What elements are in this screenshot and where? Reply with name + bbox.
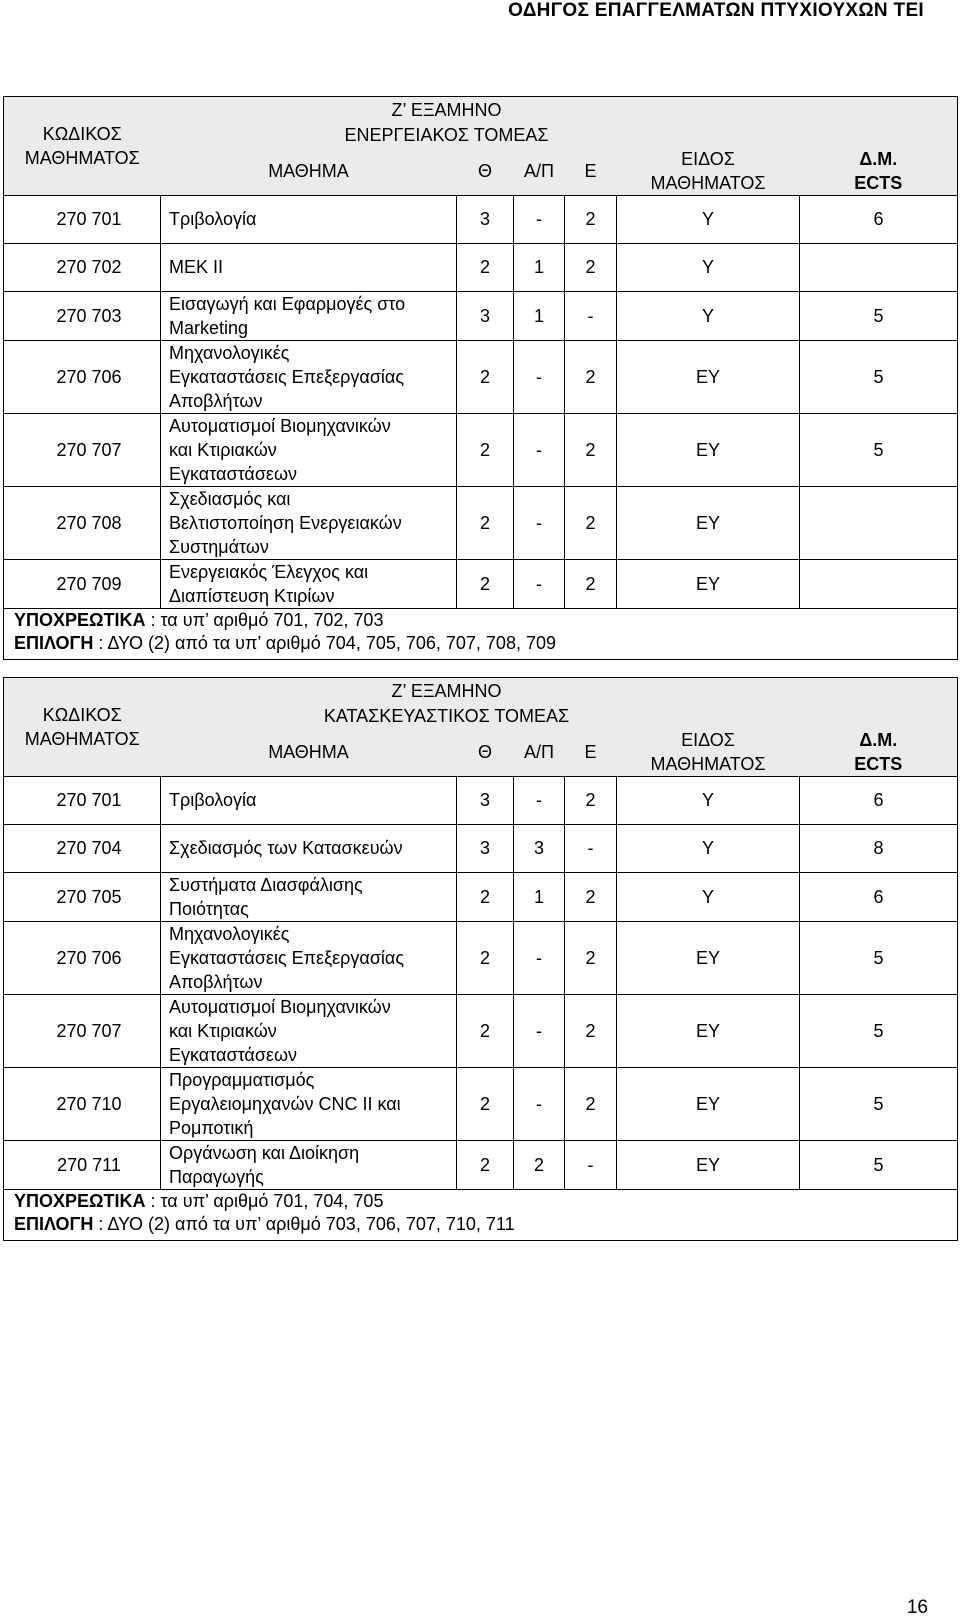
- theory-header: [457, 147, 514, 196]
- course-code: [4, 872, 161, 921]
- theory-hours-value: 2: [479, 1154, 490, 1175]
- sector-title: [161, 704, 733, 728]
- mandatory-label: ΥΠΟΧΡΕΩΤΙΚΑ: [14, 609, 146, 630]
- course-code: [4, 559, 161, 608]
- ects-credits-value: 5: [873, 305, 884, 326]
- type-header-line2: ΜΑΘΗΜΑΤΟΣ: [650, 753, 766, 774]
- course-name-line: και Κτιριακών: [169, 439, 277, 460]
- e-hours-value: 2: [585, 886, 596, 907]
- mandatory-note: [14, 609, 957, 632]
- table-row: [4, 921, 958, 994]
- e-hours-value: 2: [585, 366, 596, 387]
- theory-header: [457, 728, 514, 777]
- lab-hours-value: -: [536, 512, 542, 533]
- ects-credits-value: 5: [873, 1093, 884, 1114]
- lab-hours: [514, 486, 565, 559]
- lab-hours-value: -: [536, 790, 542, 810]
- theory-hours: [457, 994, 514, 1067]
- course-type-value: ΕΥ: [696, 366, 721, 387]
- course-code: [4, 243, 161, 291]
- theory-hours: [457, 921, 514, 994]
- ects-header: [800, 728, 958, 777]
- course-name-line: Ενεργειακός Έλεγχος και: [169, 561, 369, 582]
- course-type-value: ΕΥ: [696, 1154, 721, 1175]
- lab-hours: [514, 291, 565, 340]
- ects-credits: [800, 486, 958, 559]
- lab-header: [514, 147, 565, 196]
- e-hours: [565, 291, 617, 340]
- header-spacer: [800, 123, 958, 147]
- theory-header-text: Θ: [477, 160, 492, 181]
- type-header: [617, 728, 800, 777]
- course-type: [617, 1067, 800, 1140]
- code-header-line1: ΚΩΔΙΚΟΣ: [42, 704, 122, 725]
- mandatory-text: : τα υπ’ αριθμό 701, 704, 705: [145, 1190, 384, 1211]
- e-hours-value: 2: [585, 439, 596, 460]
- e-hours-value: 2: [585, 1093, 596, 1114]
- sector-title-text: ΚΑΤΑΣΚΕΥΑΣΤΙΚΟΣ ΤΟΜΕΑΣ: [323, 705, 570, 726]
- ects-header: [800, 147, 958, 196]
- lab-hours: [514, 872, 565, 921]
- course-type: [617, 994, 800, 1067]
- course-type-value: Υ: [702, 790, 715, 810]
- course-code-text: 270 709: [56, 573, 122, 594]
- course-type: [617, 486, 800, 559]
- table-row: [4, 195, 958, 243]
- theory-hours-value: 2: [479, 1093, 490, 1114]
- code-header: [4, 678, 161, 777]
- ects-credits: [800, 776, 958, 824]
- title-row: [4, 97, 958, 123]
- e-header-text: Ε: [584, 741, 597, 762]
- course-name-line: και Κτιριακών: [169, 1020, 277, 1041]
- course-name-line: Αποβλήτων: [169, 971, 263, 992]
- course-type: [617, 559, 800, 608]
- course-code-text: 270 707: [56, 439, 122, 460]
- ects-credits: [800, 872, 958, 921]
- theory-hours: [457, 824, 514, 872]
- code-header-line2: ΜΑΘΗΜΑΤΟΣ: [24, 728, 140, 749]
- theory-hours: [457, 243, 514, 291]
- theory-hours-value: 2: [479, 947, 490, 968]
- e-hours: [565, 340, 617, 413]
- theory-hours: [457, 195, 514, 243]
- course-code: [4, 1067, 161, 1140]
- course-code: [4, 340, 161, 413]
- ects-header-line1: Δ.Μ.: [859, 729, 898, 750]
- e-hours: [565, 1067, 617, 1140]
- running-header: ΟΔΗΓΟΣ ΕΠΑΓΓΕΛΜΑΤΩΝ ΠΤΥΧΙΟΥΧΩΝ ΤΕΙ: [508, 0, 924, 21]
- course-type-value: ΕΥ: [696, 439, 721, 460]
- course-type: [617, 243, 800, 291]
- header-spacer: [733, 704, 800, 728]
- lab-hours-value: 2: [533, 1154, 544, 1175]
- elective-note: [14, 632, 957, 655]
- lab-header-text: Α/Π: [523, 160, 554, 181]
- lab-hours-value: -: [536, 209, 542, 229]
- ects-credits: [800, 340, 958, 413]
- course-name-line: Εργαλειομηχανών CNC II και: [169, 1093, 401, 1114]
- header-spacer: [733, 678, 800, 704]
- table-row: [4, 243, 958, 291]
- course-name: [161, 1067, 457, 1140]
- ects-credits-value: 5: [873, 1020, 884, 1041]
- ects-credits: [800, 291, 958, 340]
- e-hours: [565, 872, 617, 921]
- notes-row: [4, 1189, 958, 1240]
- theory-hours-value: 2: [479, 257, 490, 277]
- course-type: [617, 1140, 800, 1189]
- mandatory-note: [14, 1190, 957, 1213]
- ects-credits-value: 6: [873, 886, 884, 907]
- ects-credits: [800, 994, 958, 1067]
- table-row: [4, 1140, 958, 1189]
- table-row: [4, 1067, 958, 1140]
- lab-hours-value: -: [536, 573, 542, 594]
- ects-credits: [800, 195, 958, 243]
- type-header-line2: ΜΑΘΗΜΑΤΟΣ: [650, 172, 766, 193]
- type-header: [617, 147, 800, 196]
- course-name-line: Αποβλήτων: [169, 390, 263, 411]
- ects-credits: [800, 559, 958, 608]
- header-spacer: [800, 97, 958, 123]
- course-name-line: Προγραμματισμός: [169, 1069, 315, 1090]
- table-row: [4, 413, 958, 486]
- lab-hours: [514, 824, 565, 872]
- lab-hours: [514, 195, 565, 243]
- e-hours-value: 2: [585, 790, 596, 810]
- code-header-line1: ΚΩΔΙΚΟΣ: [42, 123, 122, 144]
- elective-text: : ΔΥΟ (2) από τα υπ’ αριθμό 703, 706, 707, 710, 711: [93, 1213, 515, 1234]
- theory-hours: [457, 1140, 514, 1189]
- theory-hours-value: 3: [479, 305, 490, 326]
- course-type-value: Υ: [702, 838, 715, 858]
- course-name: [161, 340, 457, 413]
- course-code-text: 270 708: [56, 512, 122, 533]
- lab-hours: [514, 921, 565, 994]
- lab-hours-value: -: [536, 947, 542, 968]
- lab-hours: [514, 340, 565, 413]
- semester-title: [161, 97, 733, 123]
- lab-hours-value: 3: [533, 838, 544, 858]
- theory-hours: [457, 340, 514, 413]
- header-spacer: [733, 123, 800, 147]
- course-code: [4, 195, 161, 243]
- course-name-line: Τριβολογία: [169, 209, 257, 229]
- course-header: [161, 728, 457, 777]
- table-row: [4, 776, 958, 824]
- course-code: [4, 486, 161, 559]
- code-header-line2: ΜΑΘΗΜΑΤΟΣ: [24, 147, 140, 168]
- course-name-line: Συστημάτων: [169, 536, 269, 557]
- ects-credits: [800, 921, 958, 994]
- course-code-text: 270 702: [56, 257, 122, 277]
- selection-notes: [4, 608, 958, 659]
- course-name: [161, 291, 457, 340]
- lab-hours: [514, 413, 565, 486]
- notes-row: [4, 608, 958, 659]
- course-name-line: Marketing: [169, 317, 249, 338]
- lab-hours: [514, 1067, 565, 1140]
- type-header-line1: ΕΙΔΟΣ: [681, 729, 735, 750]
- theory-hours-value: 2: [479, 573, 490, 594]
- ects-credits-value: 6: [873, 790, 884, 810]
- course-name-line: Αυτοματισμοί Βιομηχανικών: [169, 996, 391, 1017]
- e-hours-value: 2: [585, 1020, 596, 1041]
- course-code: [4, 994, 161, 1067]
- course-type-value: ΕΥ: [696, 947, 721, 968]
- elective-label: ΕΠΙΛΟΓΗ: [14, 632, 94, 653]
- e-hours-value: 2: [585, 573, 596, 594]
- course-header: [161, 147, 457, 196]
- course-type: [617, 776, 800, 824]
- course-name-line: Εγκαταστάσεις Επεξεργασίας: [169, 366, 405, 387]
- course-name: [161, 486, 457, 559]
- course-name: [161, 243, 457, 291]
- table-row: [4, 291, 958, 340]
- ects-credits-value: 5: [873, 439, 884, 460]
- theory-hours-value: 2: [479, 512, 490, 533]
- elective-note: [14, 1213, 957, 1236]
- lab-hours: [514, 243, 565, 291]
- theory-hours: [457, 1067, 514, 1140]
- ects-header-line1: Δ.Μ.: [859, 148, 898, 169]
- course-type-value: ΕΥ: [696, 1020, 721, 1041]
- table-row: [4, 340, 958, 413]
- lab-hours-value: -: [536, 439, 542, 460]
- theory-hours-value: 3: [479, 209, 490, 229]
- sector-title-text: ΕΝΕΡΓΕΙΑΚΟΣ ΤΟΜΕΑΣ: [344, 124, 549, 145]
- ects-credits-value: 5: [873, 947, 884, 968]
- course-type: [617, 921, 800, 994]
- course-type: [617, 824, 800, 872]
- course-type-value: ΕΥ: [696, 512, 721, 533]
- course-name-line: Μηχανολογικές: [169, 923, 290, 944]
- course-code: [4, 291, 161, 340]
- table-row: [4, 486, 958, 559]
- course-type: [617, 872, 800, 921]
- course-type: [617, 340, 800, 413]
- mandatory-label: ΥΠΟΧΡΕΩΤΙΚΑ: [14, 1190, 146, 1211]
- lab-hours-value: 1: [533, 305, 544, 326]
- table-row: [4, 994, 958, 1067]
- header-spacer: [800, 704, 958, 728]
- e-hours: [565, 994, 617, 1067]
- course-name: [161, 994, 457, 1067]
- lab-hours: [514, 559, 565, 608]
- semester-title-text: Ζ’ ΕΞΑΜΗΝΟ: [391, 99, 502, 120]
- course-name-line: Αυτοματισμοί Βιομηχανικών: [169, 415, 391, 436]
- e-hours: [565, 559, 617, 608]
- course-name-line: Τριβολογία: [169, 790, 257, 810]
- theory-hours: [457, 776, 514, 824]
- course-name: [161, 872, 457, 921]
- course-name: [161, 776, 457, 824]
- lab-hours-value: 1: [533, 257, 544, 277]
- ects-credits: [800, 413, 958, 486]
- course-type-value: ΕΥ: [696, 1093, 721, 1114]
- theory-hours-value: 2: [479, 439, 490, 460]
- e-hours-value: 2: [585, 947, 596, 968]
- course-code: [4, 921, 161, 994]
- course-name-line: Συστήματα Διασφάλισης: [169, 874, 363, 895]
- course-type: [617, 195, 800, 243]
- course-type-value: ΕΥ: [696, 573, 721, 594]
- course-code-text: 270 706: [56, 947, 122, 968]
- ects-credits-value: 8: [873, 838, 884, 858]
- table-row: [4, 824, 958, 872]
- course-code-text: 270 701: [56, 209, 122, 229]
- lab-hours-value: -: [536, 1020, 542, 1041]
- e-hours: [565, 776, 617, 824]
- theory-hours-value: 2: [479, 1020, 490, 1041]
- ects-credits-value: 5: [873, 366, 884, 387]
- course-name: [161, 824, 457, 872]
- course-name-line: Διαπίστευση Κτιρίων: [169, 585, 335, 606]
- table-row: [4, 559, 958, 608]
- e-hours-value: -: [587, 838, 594, 858]
- code-header: [4, 97, 161, 196]
- course-code-text: 270 701: [56, 790, 122, 810]
- course-table-construction-sector: [3, 677, 958, 1241]
- theory-hours-value: 3: [479, 838, 490, 858]
- course-name-line: Σχεδιασμός των Κατασκευών: [169, 838, 403, 858]
- course-name-line: Ποιότητας: [169, 898, 249, 919]
- course-code: [4, 1140, 161, 1189]
- course-type-value: Υ: [702, 257, 715, 277]
- page-number: 16: [906, 1597, 928, 1618]
- course-name-line: Ρομποτική: [169, 1117, 254, 1138]
- lab-hours: [514, 1140, 565, 1189]
- e-header-text: Ε: [584, 160, 597, 181]
- course-name-line: Μηχανολογικές: [169, 342, 290, 363]
- e-header: [565, 147, 617, 196]
- course-name: [161, 921, 457, 994]
- type-header-line1: ΕΙΔΟΣ: [681, 148, 735, 169]
- e-hours-value: -: [587, 305, 594, 326]
- lab-hours-value: -: [536, 1093, 542, 1114]
- e-hours: [565, 921, 617, 994]
- header-spacer: [800, 678, 958, 704]
- ects-credits: [800, 824, 958, 872]
- course-name-line: Βελτιστοποίηση Ενεργειακών: [169, 512, 402, 533]
- e-hours-value: -: [587, 1154, 594, 1175]
- course-name-line: Οργάνωση και Διοίκηση: [169, 1142, 360, 1163]
- course-type-value: Υ: [702, 305, 715, 326]
- lab-header-text: Α/Π: [523, 741, 554, 762]
- course-type: [617, 413, 800, 486]
- theory-hours-value: 2: [479, 886, 490, 907]
- course-name-line: Εισαγωγή και Εφαρμογές στο: [169, 293, 406, 314]
- semester-title: [161, 678, 733, 704]
- e-hours: [565, 824, 617, 872]
- elective-label: ΕΠΙΛΟΓΗ: [14, 1213, 94, 1234]
- course-header-text: ΜΑΘΗΜΑ: [268, 741, 349, 762]
- course-code-text: 270 705: [56, 886, 122, 907]
- course-name-line: Εγκαταστάσεις Επεξεργασίας: [169, 947, 405, 968]
- title-row: [4, 678, 958, 704]
- course-name-line: Παραγωγής: [169, 1166, 264, 1187]
- e-hours-value: 2: [585, 209, 596, 229]
- semester-title-text: Ζ’ ΕΞΑΜΗΝΟ: [391, 680, 502, 701]
- lab-hours-value: -: [536, 366, 542, 387]
- theory-hours: [457, 413, 514, 486]
- mandatory-text: : τα υπ’ αριθμό 701, 702, 703: [145, 609, 384, 630]
- course-type-value: Υ: [702, 209, 715, 229]
- e-header: [565, 728, 617, 777]
- theory-hours-value: 2: [479, 366, 490, 387]
- course-code-text: 270 710: [56, 1093, 122, 1114]
- course-name-line: Σχεδιασμός και: [169, 488, 291, 509]
- theory-hours-value: 3: [479, 790, 490, 810]
- ects-credits: [800, 1140, 958, 1189]
- theory-hours: [457, 486, 514, 559]
- table-row: [4, 872, 958, 921]
- selection-notes: [4, 1189, 958, 1240]
- theory-header-text: Θ: [477, 741, 492, 762]
- ects-credits: [800, 1067, 958, 1140]
- ects-credits-value: 6: [873, 209, 884, 229]
- course-code: [4, 776, 161, 824]
- course-type-value: Υ: [702, 886, 715, 907]
- course-name-line: Εγκαταστάσεων: [169, 1044, 298, 1065]
- e-hours: [565, 486, 617, 559]
- course-code-text: 270 711: [57, 1154, 121, 1175]
- course-code-text: 270 706: [56, 366, 122, 387]
- theory-hours: [457, 872, 514, 921]
- elective-text: : ΔΥΟ (2) από τα υπ’ αριθμό 704, 705, 706, 707, 708, 709: [93, 632, 556, 653]
- theory-hours: [457, 291, 514, 340]
- course-header-text: ΜΑΘΗΜΑ: [268, 160, 349, 181]
- sector-title: [161, 123, 733, 147]
- lab-hours: [514, 994, 565, 1067]
- lab-hours-value: 1: [533, 886, 544, 907]
- course-code-text: 270 707: [56, 1020, 122, 1041]
- e-hours: [565, 413, 617, 486]
- course-code-text: 270 704: [56, 838, 122, 858]
- ects-header-line2: ECTS: [854, 172, 903, 193]
- ects-header-line2: ECTS: [854, 753, 903, 774]
- course-name: [161, 195, 457, 243]
- e-hours: [565, 1140, 617, 1189]
- course-type: [617, 291, 800, 340]
- course-code-text: 270 703: [56, 305, 122, 326]
- ects-credits-value: 5: [873, 1154, 884, 1175]
- course-name-line: ΜΕΚ ΙΙ: [169, 257, 224, 277]
- e-hours-value: 2: [585, 257, 596, 277]
- header-spacer: [733, 97, 800, 123]
- course-code: [4, 413, 161, 486]
- lab-hours: [514, 776, 565, 824]
- course-name: [161, 559, 457, 608]
- course-name: [161, 413, 457, 486]
- e-hours-value: 2: [585, 512, 596, 533]
- course-name: [161, 1140, 457, 1189]
- e-hours: [565, 195, 617, 243]
- course-code: [4, 824, 161, 872]
- e-hours: [565, 243, 617, 291]
- ects-credits: [800, 243, 958, 291]
- lab-header: [514, 728, 565, 777]
- course-table-energy-sector: [3, 96, 958, 660]
- course-name-line: Εγκαταστάσεων: [169, 463, 298, 484]
- theory-hours: [457, 559, 514, 608]
